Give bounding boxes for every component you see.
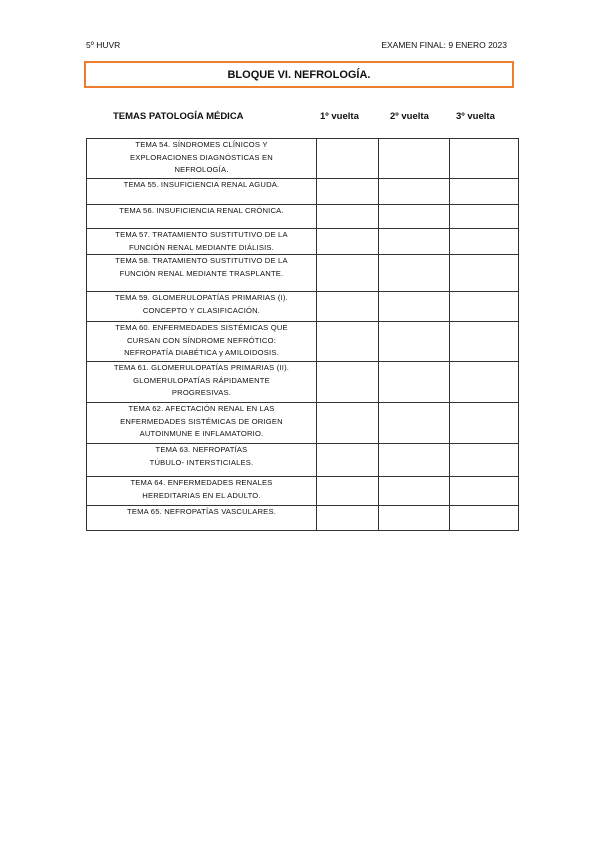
third-pass-cell: [450, 292, 519, 322]
topic-row: [87, 179, 519, 205]
topic-row: [87, 444, 519, 477]
topics-table: [86, 138, 519, 531]
topic-row: [87, 477, 519, 506]
third-pass-cell: [450, 229, 519, 255]
topic-row: [87, 322, 519, 362]
second-pass-cell: [379, 444, 450, 477]
topic-label: TEMA 62. AFECTACIÓN RENAL EN LAS ENFERMEDADES SISTÉMICAS DE ORIGEN AUTOINMUNE E INFLAMATORIO.: [120, 404, 283, 438]
topic-label: TEMA 57. TRATAMIENTO SUSTITUTIVO DE LA FUNCIÓN RENAL MEDIANTE DIÁLISIS.: [115, 230, 288, 252]
topic-cell: [87, 477, 317, 506]
second-pass-cell: [379, 477, 450, 506]
third-pass-cell: [450, 322, 519, 362]
topic-cell: [87, 255, 317, 292]
topic-cell: [87, 322, 317, 362]
topic-row: [87, 506, 519, 531]
second-pass-cell: [379, 292, 450, 322]
third-pass-cell: [450, 477, 519, 506]
topic-label: TEMA 54. SÍNDROMES CLÍNICOS Y EXPLORACIONES DIAGNÓSTICAS EN NEFROLOGÍA.: [130, 140, 273, 174]
second-pass-cell: [379, 205, 450, 229]
block-title: BLOQUE VI. NEFROLOGÍA.: [84, 61, 514, 88]
second-pass-cell: [379, 506, 450, 531]
topic-label: TEMA 55. INSUFICIENCIA RENAL AGUDA.: [123, 180, 280, 189]
first-pass-cell: [317, 292, 379, 322]
first-pass-cell: [317, 444, 379, 477]
topic-cell: [87, 292, 317, 322]
second-pass-cell: [379, 322, 450, 362]
topics-table-body: [87, 139, 519, 531]
first-pass-cell: [317, 229, 379, 255]
topic-label: TEMA 65. NEFROPATÍAS VASCULARES.: [126, 507, 277, 516]
topic-row: [87, 403, 519, 444]
topic-cell: [87, 205, 317, 229]
second-pass-cell: [379, 229, 450, 255]
third-pass-cell: [450, 362, 519, 403]
second-pass-cell: [379, 179, 450, 205]
first-pass-cell: [317, 255, 379, 292]
second-pass-cell: [379, 362, 450, 403]
first-pass-cell: [317, 477, 379, 506]
topic-label: TEMA 61. GLOMERULOPATÍAS PRIMARIAS (II). GLOMERULOPATÍAS RÁPIDAMENTE PROGRESIVAS.: [113, 363, 290, 397]
column-header-first-pass: 1º vuelta: [320, 111, 359, 122]
topic-cell: [87, 229, 317, 255]
column-header-topics: TEMAS PATOLOGÍA MÉDICA: [113, 111, 244, 122]
second-pass-cell: [379, 403, 450, 444]
third-pass-cell: [450, 506, 519, 531]
topic-label: TEMA 56. INSUFICIENCIA RENAL CRÓNICA.: [119, 206, 284, 215]
topic-row: [87, 255, 519, 292]
column-header-second-pass: 2º vuelta: [390, 111, 429, 122]
topic-cell: [87, 444, 317, 477]
topic-row: [87, 362, 519, 403]
topic-label: TEMA 64. ENFERMEDADES RENALES HEREDITARIAS EN EL ADULTO.: [130, 478, 273, 500]
topic-label: TEMA 58. TRATAMIENTO SUSTITUTIVO DE LA FUNCIÓN RENAL MEDIANTE TRASPLANTE.: [115, 256, 288, 278]
topic-row: [87, 139, 519, 179]
third-pass-cell: [450, 444, 519, 477]
third-pass-cell: [450, 403, 519, 444]
topic-cell: [87, 139, 317, 179]
first-pass-cell: [317, 179, 379, 205]
topic-cell: [87, 403, 317, 444]
second-pass-cell: [379, 255, 450, 292]
topic-cell: [87, 506, 317, 531]
first-pass-cell: [317, 403, 379, 444]
first-pass-cell: [317, 322, 379, 362]
first-pass-cell: [317, 362, 379, 403]
topic-label: TEMA 59. GLOMERULOPATÍAS PRIMARIAS (I). CONCEPTO Y CLASIFICACIÓN.: [115, 293, 288, 315]
third-pass-cell: [450, 139, 519, 179]
first-pass-cell: [317, 506, 379, 531]
topic-label: TEMA 60. ENFERMEDADES SISTÉMICAS QUE CURSAN CON SÍNDROME NEFRÓTICO: NEFROPATÍA DIABÉTICA y AMILOIDOSIS.: [115, 323, 288, 357]
first-pass-cell: [317, 205, 379, 229]
topic-row: [87, 292, 519, 322]
topic-label: TEMA 63. NEFROPATÍAS TÚBULO- INTERSTICIALES.: [149, 445, 254, 467]
third-pass-cell: [450, 205, 519, 229]
second-pass-cell: [379, 139, 450, 179]
third-pass-cell: [450, 179, 519, 205]
column-header-third-pass: 3º vuelta: [456, 111, 495, 122]
topic-cell: [87, 362, 317, 403]
first-pass-cell: [317, 139, 379, 179]
topic-row: [87, 229, 519, 255]
third-pass-cell: [450, 255, 519, 292]
course-label: 5º HUVR: [86, 40, 121, 50]
exam-date-label: EXAMEN FINAL: 9 ENERO 2023: [381, 40, 507, 50]
topic-cell: [87, 179, 317, 205]
topic-row: [87, 205, 519, 229]
